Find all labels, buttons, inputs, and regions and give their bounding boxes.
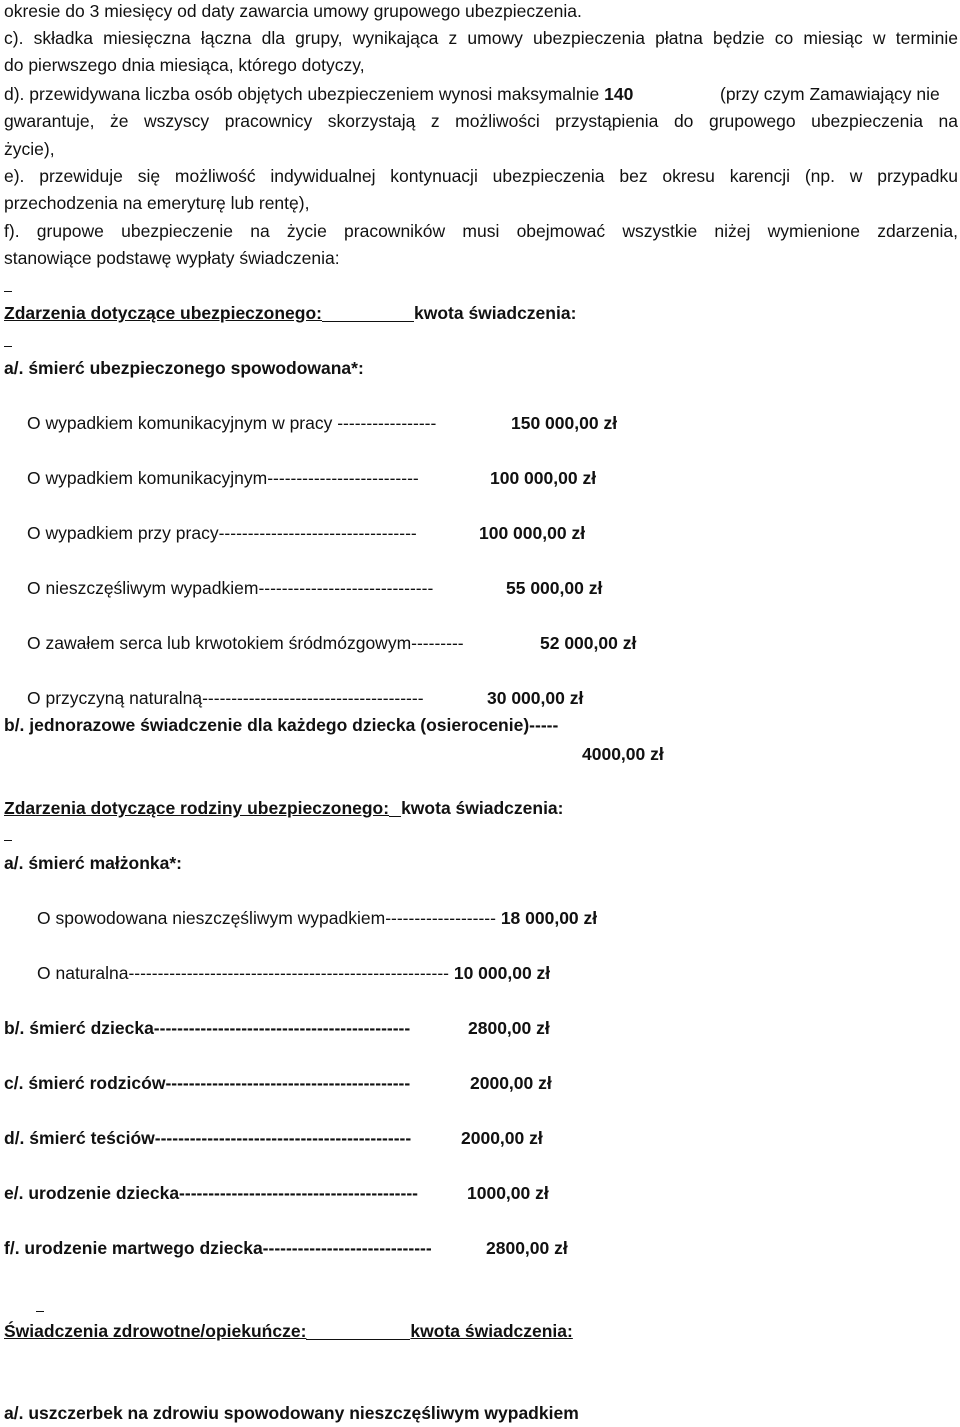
- section2-row: d/. śmierć teściów--------------------------------------------: [4, 1128, 412, 1148]
- section2-row: e/. urodzenie dziecka-----------------------------------------: [4, 1183, 418, 1203]
- section3-header-row: [4, 1318, 573, 1344]
- list-item: O wypadkiem przy pracy----------------------------------: [27, 523, 417, 543]
- list-item: O zawałem serca lub krwotokiem śródmózgowym---------: [27, 633, 464, 653]
- section3-amount-header: kwota świadczenia:: [410, 1321, 573, 1341]
- section2-row-amount: 2800,00 zł: [486, 1238, 568, 1258]
- section3-a-title: a/. uszczerbek na zdrowiu spowodowany nieszczęśliwym wypadkiem: [4, 1403, 579, 1423]
- section2-amount-header: kwota świadczenia:: [401, 798, 564, 818]
- section2-row-amount: 2800,00 zł: [468, 1018, 550, 1038]
- underline-gap: [389, 798, 401, 817]
- section2-row-amount: 2000,00 zł: [461, 1128, 543, 1148]
- list-item: [37, 960, 550, 986]
- list-item: [37, 905, 597, 931]
- paragraph-f-line2: stanowiące podstawę wypłaty świadczenia:: [4, 248, 340, 268]
- section2-row: b/. śmierć dziecka--------------------------------------------: [4, 1018, 411, 1038]
- list-item-amount: 150 000,00 zł: [511, 413, 618, 433]
- list-item: O wypadkiem komunikacyjnym w pracy -----------------: [27, 413, 437, 433]
- list-item-amount: 30 000,00 zł: [487, 688, 584, 708]
- section3-header: Świadczenia zdrowotne/opiekuńcze:: [4, 1321, 307, 1341]
- section2-row: c/. śmierć rodziców------------------------------------------: [4, 1073, 411, 1093]
- paragraph-e-line1: e). przewiduje się możliwość indywidualnej kontynuacji ubezpieczenia bez okresu karencji (np. w przypadku: [4, 166, 958, 186]
- section1-header-row: [4, 300, 576, 326]
- underline-gap: [322, 303, 414, 322]
- list-item-amount: 55 000,00 zł: [506, 578, 603, 598]
- underscore-mark: [4, 291, 12, 292]
- list-item-amount: 52 000,00 zł: [540, 633, 637, 653]
- underscore-mark: [4, 840, 12, 841]
- paragraph-d-line2: gwarantuje, że wszyscy pracownicy skorzystają z możliwości przystąpienia do grupowego ubezpieczenia na: [4, 111, 958, 131]
- section2-a-title: a/. śmierć małżonka*:: [4, 853, 182, 873]
- paragraph-d-line3: życie),: [4, 139, 55, 159]
- paragraph-d-text: d). przewidywana liczba osób objętych ubezpieczeniem wynosi maksymalnie: [4, 84, 600, 104]
- paragraph-f-line1: f). grupowe ubezpieczenie na życie pracowników musi obejmować wszystkie niżej wymienione zdarzenia,: [4, 221, 958, 241]
- paragraph-line: okresie do 3 miesięcy od daty zawarcia umowy grupowego ubezpieczenia.: [4, 1, 582, 21]
- section2-row-amount: 1000,00 zł: [467, 1183, 549, 1203]
- section2-header-row: [4, 795, 564, 821]
- list-item-label: O naturalna-------------------------------------------------------: [37, 963, 449, 983]
- underscore-mark: [36, 1311, 44, 1312]
- paragraph-c-line2: do pierwszego dnia miesiąca, którego dotyczy,: [4, 55, 365, 75]
- section2-row-amount: 2000,00 zł: [470, 1073, 552, 1093]
- section1-a-title: a/. śmierć ubezpieczonego spowodowana*:: [4, 358, 364, 378]
- max-persons-count: 140: [604, 84, 634, 104]
- list-item: O nieszczęśliwym wypadkiem------------------------------: [27, 578, 434, 598]
- list-item-amount: 100 000,00 zł: [490, 468, 597, 488]
- list-item-amount: 10 000,00 zł: [453, 963, 551, 983]
- paragraph-d-line1-end: (przy czym Zamawiający nie: [720, 84, 940, 104]
- paragraph-d-line1: [4, 81, 633, 107]
- paragraph-c-line1: c). składka miesięczna łączna dla grupy, wynikająca z umowy ubezpieczenia płatna będzie co miesiąc w terminie: [4, 28, 958, 48]
- list-item: O wypadkiem komunikacyjnym--------------------------: [27, 468, 419, 488]
- list-item: O przyczyną naturalną--------------------------------------: [27, 688, 424, 708]
- paragraph-e-line2: przechodzenia na emeryturę lub rentę),: [4, 193, 310, 213]
- section2-header: Zdarzenia dotyczące rodziny ubezpieczonego:: [4, 798, 390, 818]
- list-item-amount: 100 000,00 zł: [479, 523, 586, 543]
- section1-b-amount: 4000,00 zł: [582, 744, 664, 764]
- section1-b-title: b/. jednorazowe świadczenie dla każdego dziecka (osierocenie)-----: [4, 715, 559, 735]
- section2-row: f/. urodzenie martwego dziecka-----------------------------: [4, 1238, 432, 1258]
- list-item-amount: 18 000,00 zł: [500, 908, 598, 928]
- underline-gap: [306, 1321, 410, 1340]
- section1-header: Zdarzenia dotyczące ubezpieczonego:: [4, 303, 322, 323]
- list-item-label: O spowodowana nieszczęśliwym wypadkiem-------------------: [37, 908, 496, 928]
- section1-amount-header: kwota świadczenia:: [413, 303, 577, 323]
- underscore-mark: [4, 346, 12, 347]
